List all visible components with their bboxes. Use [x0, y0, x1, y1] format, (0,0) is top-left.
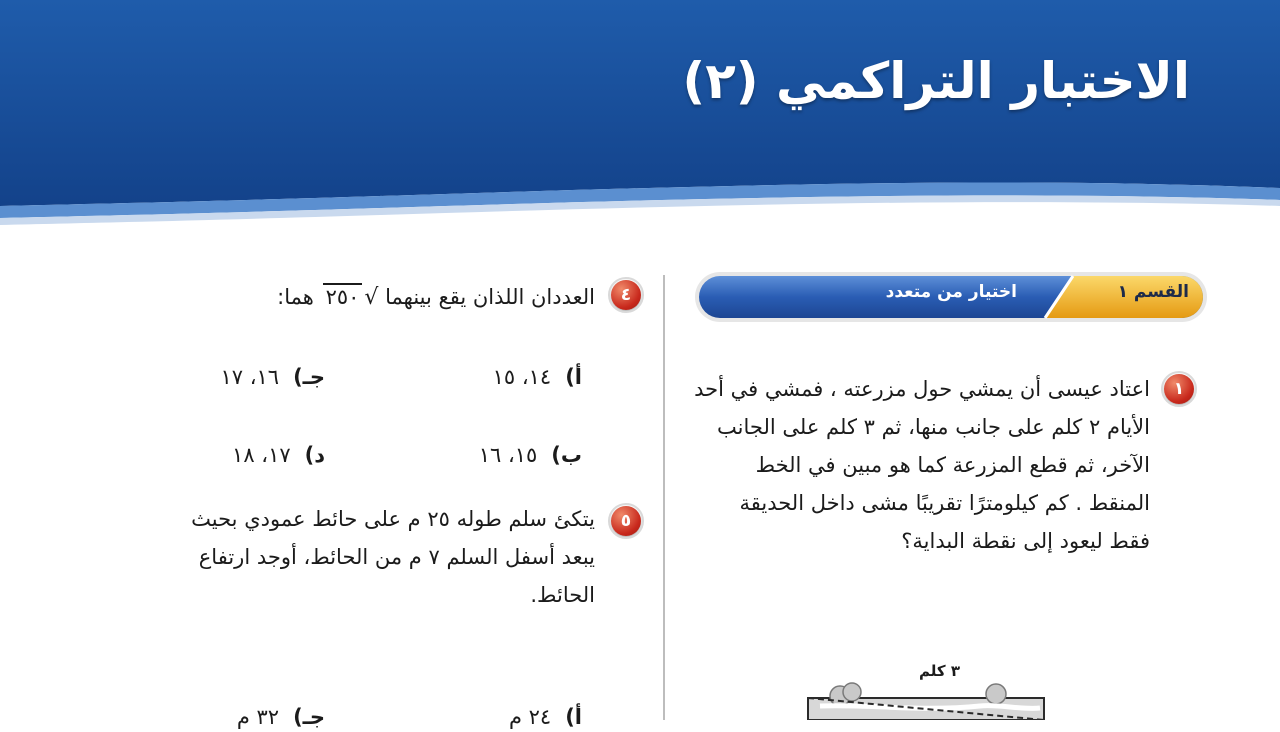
choice-letter: جـ)	[293, 365, 325, 389]
question-number-badge: ٥	[611, 506, 641, 536]
farm-figure	[800, 676, 1050, 720]
choice-letter: أ)	[565, 365, 582, 389]
question-5-line: الحائط.	[530, 583, 595, 607]
choice-letter: أ)	[565, 705, 582, 729]
question-4-text-after: هما:	[277, 285, 314, 309]
square-root-symbol: √	[364, 285, 379, 310]
question-1-line: المنقط . كم كيلومترًا تقريبًا مشى داخل الحديقة	[739, 491, 1150, 515]
question-4-text	[175, 278, 595, 317]
question-1-text	[688, 370, 1150, 560]
question-1-line: فقط ليعود إلى نقطة البداية؟	[901, 529, 1150, 553]
answer-choice-a[interactable]	[509, 702, 582, 732]
question-5-line: يتكئ سلم طوله ٢٥ م على حائط عمودي بحيث	[191, 507, 595, 531]
section-banner	[693, 268, 1213, 326]
choice-value: ٢٤ م	[508, 705, 552, 729]
figure-side-label: ٣ كلم	[919, 662, 960, 680]
choice-value: ٣٢ م	[236, 705, 280, 729]
question-number-badge: ٤	[611, 280, 641, 310]
column-divider	[663, 275, 665, 720]
question-1-line: الآخر، ثم قطع المزرعة كما هو مبين في الخط	[755, 453, 1150, 477]
question-number-badge: ١	[1164, 374, 1194, 404]
choice-letter: ب)	[551, 443, 582, 467]
question-1-line: اعتاد عيسى أن يمشي حول مزرعته ، فمشي في أحد	[694, 377, 1150, 401]
header-band	[0, 0, 1280, 240]
header-wave	[0, 0, 1280, 240]
question-1-line: الأيام ٢ كلم على جانب منها، ثم ٣ كلم على الجانب	[717, 415, 1150, 439]
page-title: الاختبار التراكمي (٢)	[682, 52, 1190, 110]
choice-value: ١٥، ١٦	[478, 443, 538, 467]
answer-choice-a[interactable]	[493, 362, 582, 392]
choice-letter: جـ)	[293, 705, 325, 729]
section-label: القسم ١	[1117, 282, 1189, 302]
choice-letter: د)	[304, 443, 325, 467]
square-root-radicand: ٢٥٠	[323, 283, 363, 309]
answer-choice-c[interactable]	[221, 362, 326, 392]
section-title: اختيار من متعدد	[885, 282, 1017, 302]
question-4-text-before: العددان اللذان يقع بينهما	[385, 285, 595, 309]
question-5-line: يبعد أسفل السلم ٧ م من الحائط، أوجد ارتفاع	[198, 545, 595, 569]
answer-choice-d[interactable]	[232, 440, 325, 470]
question-5-text	[145, 500, 595, 614]
choice-value: ١٦، ١٧	[220, 365, 280, 389]
answer-choice-b[interactable]	[479, 440, 582, 470]
choice-value: ١٧، ١٨	[232, 443, 291, 467]
answer-choice-c[interactable]	[237, 702, 325, 732]
choice-value: ١٤، ١٥	[492, 365, 552, 389]
